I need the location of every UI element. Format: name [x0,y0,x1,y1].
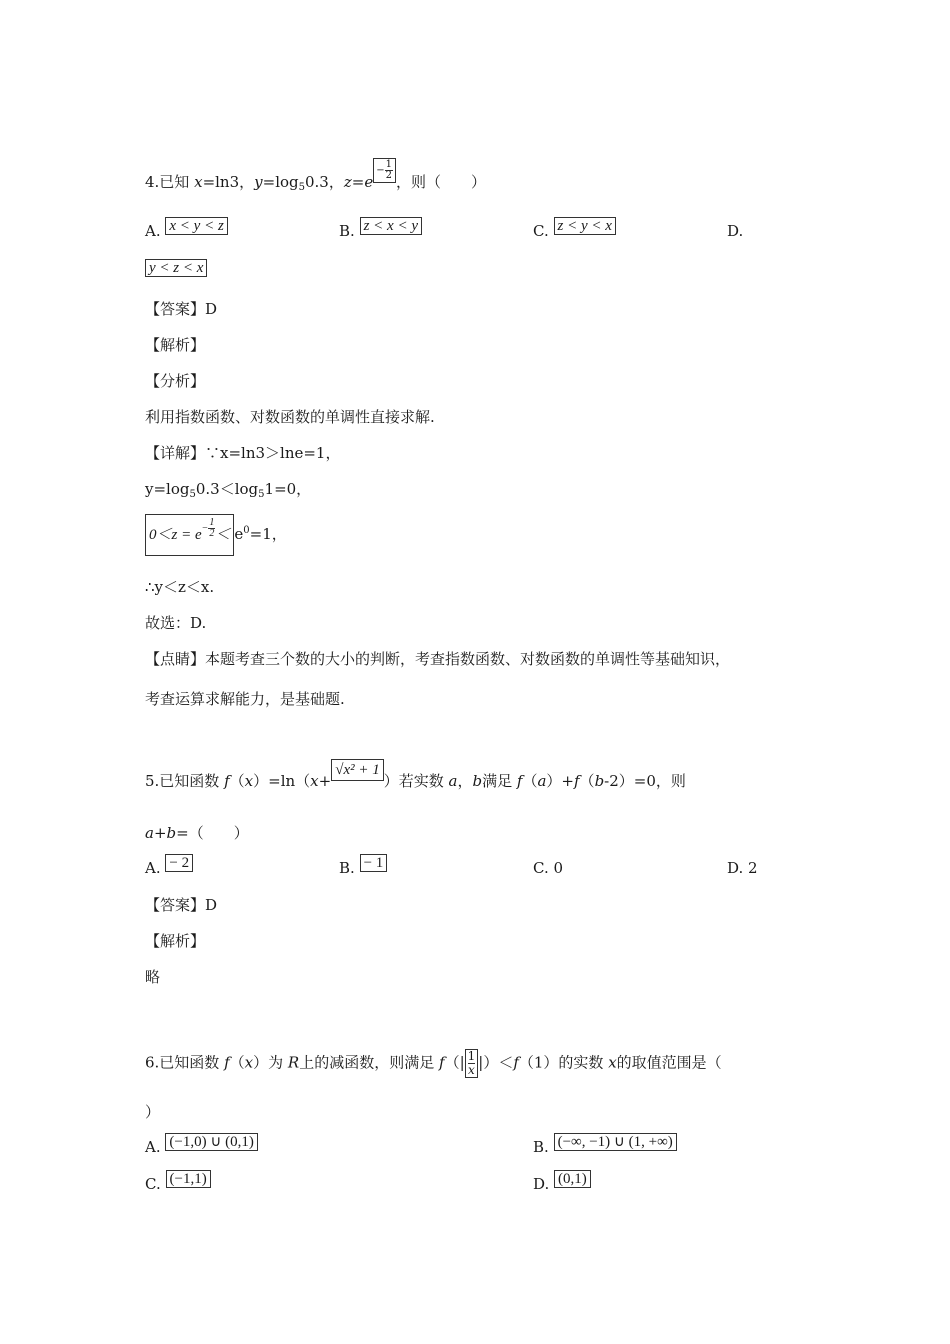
q4-dianjing-line1: 【点睛】本题考查三个数的大小的判断，考查指数函数、对数函数的单调性等基础知识， [145,650,731,668]
q4-fenxi-text: 利用指数函数、对数函数的单调性直接求解. [145,408,435,426]
q5-lue: 略 [145,968,161,986]
q4-option-d[interactable]: D. [727,222,744,240]
q6-fraction-box: $\frac{1}{x}$ [465,1049,479,1078]
q5-option-a[interactable]: A. − 2 [145,859,193,878]
q5-stem: 5.已知函数 f（x）=ln（x+√x² + 1）若实数 a，b满足 f（a）+f（b-2）=0，则 [145,771,686,793]
q6-stem-line2: ） [145,1103,161,1121]
q4-stem: 4.已知 x=ln3，$y=\log_50.3$，z=e− $\frac{1}{2}$ ，则（ ） [145,159,487,193]
q5-option-d[interactable]: D. 2 [727,859,758,877]
q4-detail-line5: 故选：D. [145,614,207,632]
q4-detail-line4: ∴y＜z＜x. [145,578,215,596]
q4-jiexi-heading: 【解析】 [145,336,206,354]
q4-z-inequality-box: 0＜z = e− $\frac{1}{2}$ ＜ [145,514,234,556]
q6-option-b[interactable]: B. (−∞, −1) ∪ (1, +∞) [533,1138,677,1157]
q5-stem-line2: a+b=（ ） [145,824,249,842]
q4-detail-line1: 【详解】∵x=ln3＞lne=1， [145,444,341,462]
q4-option-b[interactable]: B. z < x < y [339,222,422,241]
q4-dianjing-line2: 考查运算求解能力，是基础题. [145,690,345,708]
q5-jiexi-heading: 【解析】 [145,932,206,950]
q6-option-a[interactable]: A. (−1,0) ∪ (0,1) [145,1138,258,1157]
q5-sqrt-box: √x² + 1 [331,759,384,781]
q4-answer: 【答案】D [145,300,218,318]
q6-option-c[interactable]: C. (−1,1) [145,1175,211,1194]
q4-fenxi-heading: 【分析】 [145,372,206,390]
q4-option-c[interactable]: C. z < y < x [533,222,616,241]
q5-option-b[interactable]: B. − 1 [339,859,387,878]
q5-option-c[interactable]: C. 0 [533,859,564,877]
q4-option-d-expr: y < z < x [145,258,207,277]
q6-option-d[interactable]: D. (0,1) [533,1175,591,1194]
q4-exponent-box: − $\frac{1}{2}$ [373,158,396,183]
q4-detail-line3: 0＜z = e− $\frac{1}{2}$ ＜ $e^0=1$， [145,513,287,556]
q4-option-a[interactable]: A. x < y < z [145,222,228,241]
q4-detail-line2: $y=\log_50.3<\log_51=0$， [145,480,312,500]
q6-stem: 6.已知函数 f（x）为 R上的减函数，则满足 f（| $\frac{1}{x}|)<f(1)$的实数 x的取值范围是（ [145,1049,722,1077]
q5-answer: 【答案】D [145,896,218,914]
